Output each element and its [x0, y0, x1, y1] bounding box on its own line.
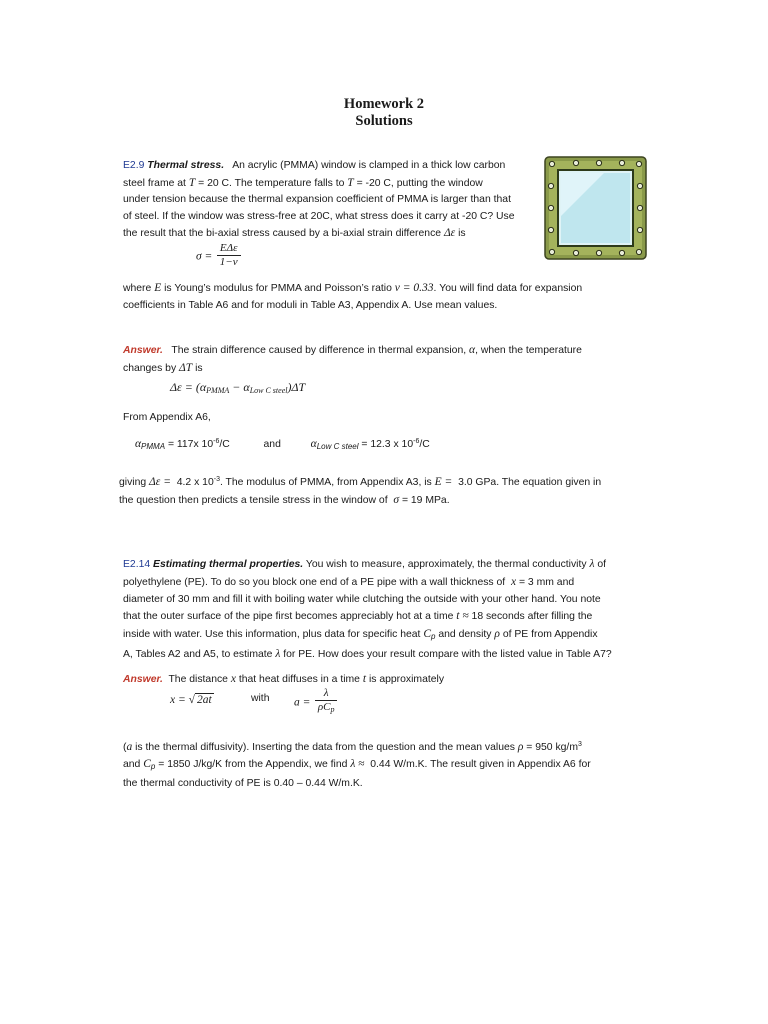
e214-label: E2.14 [123, 559, 151, 570]
diffusivity-fraction [315, 687, 338, 716]
title-line-1: Homework 2 [343, 96, 425, 112]
paren-open: ( [123, 742, 127, 753]
lambda-symbol: λ [589, 558, 595, 570]
stress-result: = 19 MPa. [401, 494, 450, 506]
e214-result-2e: 0.44 W/m.K. The result given in Appendix A6 for [370, 759, 591, 770]
with-word: with [251, 693, 270, 704]
e29-answer [123, 342, 648, 377]
cp-sub: p [431, 632, 436, 642]
e214-answer-1e: is approximately [368, 674, 445, 685]
x-symbol: x [510, 575, 517, 588]
diffusivity-equation [294, 687, 337, 716]
fraction-denominator: ρC [317, 701, 331, 713]
from-appendix: From Appendix A6, [123, 412, 211, 423]
e29-line-7: coefficients in Table A6 and for moduli in Table A3, Appendix A. Use mean values. [123, 299, 498, 311]
e214-line-5e: of PE from Appendix [502, 629, 598, 641]
e29-line-1: An acrylic (PMMA) window is clamped in a thick low carbon [232, 160, 506, 171]
answer-label: Answer. [123, 674, 163, 685]
e214-line-2a: polyethylene (PE). To do so you block one end of a PE pipe with a wall thickness of [123, 576, 506, 588]
title-line-2: Solutions [355, 113, 413, 129]
eq2-sub1: PMMA [206, 386, 230, 395]
lambda-symbol: λ [275, 647, 281, 660]
strain-expr: Δε = [149, 476, 171, 488]
e29-line-2a: steel frame at [123, 177, 186, 189]
e29-line-4: of steel. If the window was stress-free at 20C, what stress does it carry at -20 C? Use [123, 210, 515, 222]
e214-answer-1c: that heat diffuses in a time [238, 674, 360, 685]
e29-answer-line-1: The strain difference caused by difference in thermal expansion, [171, 345, 467, 356]
diffusion-equation [170, 692, 214, 708]
eq-x: x = √ [170, 694, 195, 706]
e214-heading: Estimating thermal properties. [153, 559, 304, 570]
answer-label: Answer. [123, 345, 163, 356]
eq2-mid: − α [229, 380, 250, 394]
alpha-steel-exp: -6 [413, 438, 420, 445]
e29-line-5a: the result that the bi-axial stress caused by a bi-axial strain difference [123, 228, 442, 240]
alpha-pmma-exp: -6 [213, 438, 220, 445]
eq2-part1: Δε = (α [170, 380, 207, 394]
fraction-numerator: λ [315, 687, 338, 701]
e214-line-4c: 18 seconds after filling the [471, 611, 593, 623]
e29-line-6a: where [123, 283, 152, 294]
e29-question-cont [123, 280, 648, 314]
delta-t-symbol: ΔT [179, 361, 193, 374]
e214-line-5c: and density [438, 629, 492, 641]
modulus-symbol: E [154, 282, 162, 294]
e29-answer-line-2b: is [195, 362, 203, 374]
e214-line-1a: You wish to measure, approximately, the thermal conductivity [305, 559, 587, 570]
e214-line-6c: for PE. How does your result compare with the listed value in Table A7? [283, 648, 612, 660]
stress-fraction [217, 242, 241, 269]
t-symbol: t [362, 673, 367, 685]
a-symbol: a [126, 741, 133, 753]
eq-a: a = [294, 696, 311, 709]
e214-line-6a: A, Tables A2 and A5, to estimate [123, 648, 273, 660]
eq2-sub2: Low C steel [249, 386, 288, 395]
e29-label: E2.9 [123, 160, 145, 171]
density-value: = 950 kg/m [526, 742, 578, 753]
alpha-pmma-unit: /C [219, 439, 230, 450]
alpha-steel-unit: /C [419, 439, 430, 450]
e29-line-3: under tension because the thermal expansion coefficient of PMMA is larger than that [123, 194, 511, 206]
stress-equation [196, 242, 241, 269]
fraction-denominator: 1−ν [219, 256, 238, 268]
t-approx: t ≈ [456, 610, 469, 623]
alpha-steel-sub: Low C steel [316, 442, 359, 451]
e214-question [123, 556, 645, 664]
lambda-approx: λ ≈ [350, 758, 365, 770]
rho-symbol: ρ [494, 628, 500, 641]
e214-line-5a: inside with water. Use this information, plus data for specific heat [123, 629, 421, 641]
alpha-values [135, 434, 615, 456]
e214-line-4a: that the outer surface of the pipe first becomes appreciably hot at a time [123, 611, 454, 623]
strain-symbol: Δε [443, 227, 456, 240]
e29-line-6b: is Young’s modulus for PMMA and Poisson’s ratio [164, 283, 392, 294]
e214-result-1c: is the thermal diffusivity). Inserting the data from the question and the mean values [135, 742, 515, 753]
eq-root: 2at [196, 694, 212, 706]
rho-symbol: ρ [517, 741, 524, 753]
cp-symbol: C [143, 758, 151, 770]
alpha-pmma-value: = 117x 10 [167, 439, 214, 450]
cp-symbol: C [423, 628, 431, 641]
strain-exp: -3 [213, 476, 220, 483]
fraction-numerator: EΔε [217, 242, 241, 256]
sigma-symbol: σ [393, 493, 400, 506]
alpha-symbol: α [469, 344, 476, 356]
cp-sub: p [150, 762, 156, 771]
strain-equation [170, 380, 305, 395]
temp-symbol: T [188, 176, 196, 189]
density-exp: 3 [577, 741, 582, 748]
e29-result-1f: 3.0 GPa. The equation given in [458, 477, 602, 488]
e29-answer-line-2a: changes by [123, 362, 177, 374]
alpha-pmma-symbol: α [135, 438, 142, 450]
e214-line-3: diameter of 30 mm and fill it with boiling water while clutching the outside with your other hand. You note [123, 593, 601, 605]
e29-line-2b: = 20 C. The temperature falls to [198, 177, 345, 189]
e29-line-2c: = -20 C, putting the window [356, 177, 483, 189]
and-word: and [123, 759, 141, 770]
e214-line-1b: of [597, 559, 606, 570]
page-title [0, 96, 768, 130]
alpha-pmma-sub: PMMA [141, 442, 166, 451]
modulus-expr: E = [434, 476, 453, 488]
equation-lhs: σ = [196, 250, 213, 263]
e29-result-2a: the question then predicts a tensile stress in the window of [119, 494, 388, 506]
e29-answer-line-1b: , when the temperature [475, 345, 582, 356]
alpha-steel-symbol: α [310, 438, 317, 450]
clamped-window-icon [544, 156, 647, 260]
and-word: and [263, 439, 281, 450]
e214-line-2c: = 3 mm and [518, 576, 575, 588]
e214-result-2c: = 1850 J/kg/K from the Appendix, we find [158, 759, 348, 770]
poisson-value: ν = 0.33 [394, 282, 434, 294]
e29-line-5b: is [458, 228, 466, 240]
e29-result [119, 472, 659, 509]
giving-word: giving [119, 477, 147, 488]
denominator-sub: p [330, 705, 335, 714]
e214-result-3: the thermal conductivity of PE is 0.40 – 0.44 W/m.K. [123, 778, 363, 789]
eq2-end: )ΔT [287, 380, 306, 394]
e214-result [123, 736, 648, 792]
x-symbol: x [230, 673, 236, 685]
e29-line-6d: . You will find data for expansion [433, 283, 583, 294]
e29-result-1d: . The modulus of PMMA, from Appendix A3, is [219, 477, 432, 488]
e214-answer-1a: The distance [168, 674, 228, 685]
temp-symbol: T [347, 176, 354, 189]
e29-heading: Thermal stress. [147, 160, 225, 171]
alpha-steel-value: = 12.3 x 10 [361, 439, 414, 450]
e214-answer [123, 671, 645, 689]
e29-question [123, 158, 538, 243]
strain-value: 4.2 x 10 [176, 477, 214, 488]
